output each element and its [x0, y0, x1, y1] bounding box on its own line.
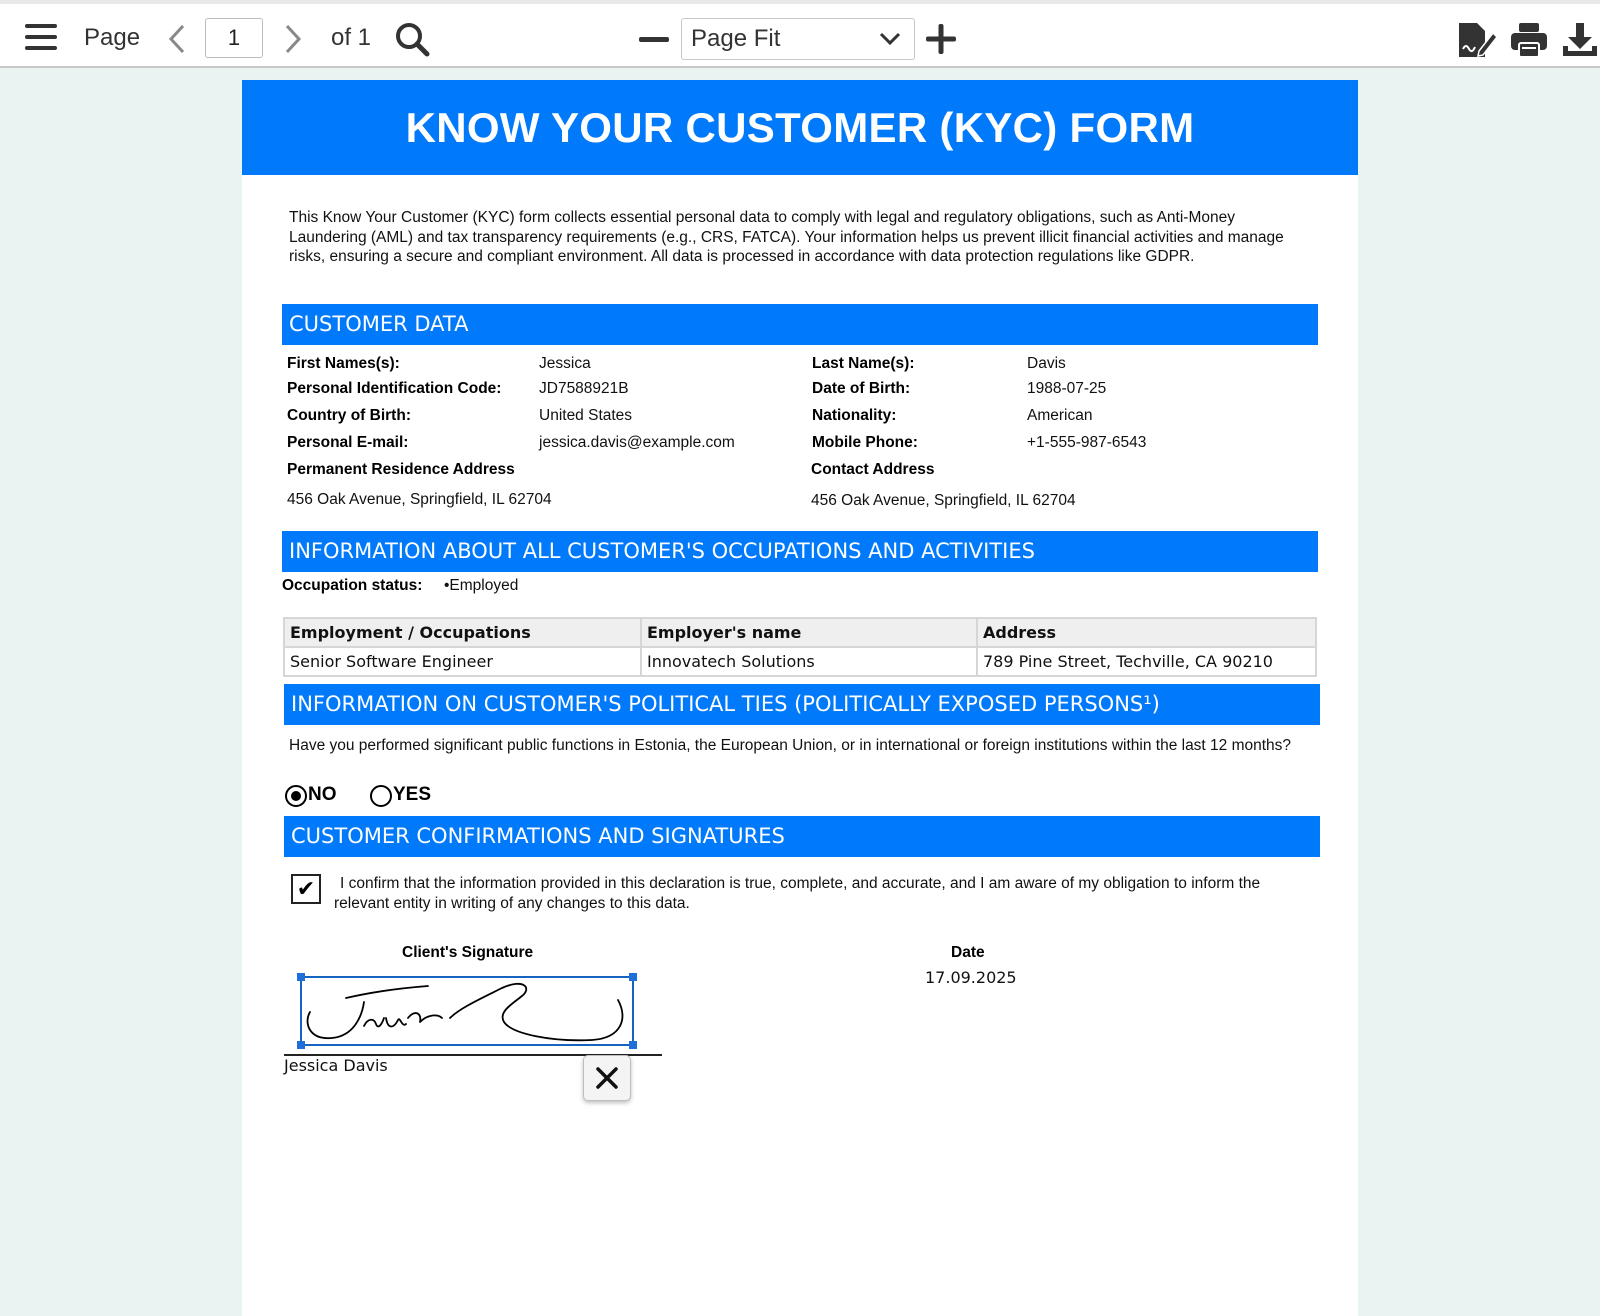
column-header-occupation: Employment / Occupations: [284, 618, 641, 647]
radio-no-label: NO: [308, 784, 337, 805]
page-count: of 1: [331, 24, 372, 51]
permanent-address-label: Permanent Residence Address: [287, 461, 515, 478]
nationality-label: Nationality:: [812, 407, 897, 424]
print-button[interactable]: [1508, 20, 1550, 60]
resize-handle-bottom-right[interactable]: [629, 1041, 637, 1049]
section-customer-data: CUSTOMER DATA: [282, 304, 1318, 345]
download-button[interactable]: [1560, 20, 1600, 60]
previous-page-button[interactable]: [162, 22, 192, 56]
zoom-select[interactable]: [681, 18, 915, 60]
cob-value: United States: [539, 407, 633, 424]
table-row: [284, 647, 1316, 676]
occupation-status-value: •Employed: [444, 577, 519, 594]
search-button[interactable]: [393, 20, 431, 58]
phone-label: Mobile Phone:: [812, 434, 918, 451]
menu-icon: [25, 23, 57, 51]
plus-icon: [926, 24, 956, 54]
resize-handle-top-left[interactable]: [297, 973, 305, 981]
email-label: Personal E-mail:: [287, 434, 409, 451]
remove-signature-button[interactable]: [583, 1055, 631, 1101]
employer-cell: Innovatech Solutions: [641, 647, 977, 676]
last-name-value: Davis: [1027, 355, 1066, 372]
confirm-checkbox[interactable]: ✔: [291, 874, 321, 904]
menu-button[interactable]: [22, 20, 60, 54]
pic-value: JD7588921B: [539, 380, 629, 397]
section-confirmations: CUSTOMER CONFIRMATIONS AND SIGNATURES: [284, 816, 1320, 857]
sign-button[interactable]: [1456, 20, 1498, 60]
document-page: [242, 80, 1358, 1316]
contact-address-value: 456 Oak Avenue, Springfield, IL 62704: [811, 492, 1076, 509]
phone-value: +1-555-987-6543: [1027, 434, 1147, 451]
first-names-value: Jessica: [539, 355, 591, 372]
dob-value: 1988-07-25: [1027, 380, 1107, 397]
intro-paragraph: This Know Your Customer (KYC) form collects essential personal data to comply with legal and regulatory obligations, such as Anti-Money Laundering (AML) and tax transparency requirements (e.g., CRS, FATCA). Your information helps us prevent illicit financial activities and manage risks, ensuring a secure and compliant environment. All data is processed in accordance with data protection regulations like GDPR.: [289, 209, 1284, 265]
signature-label: Client's Signature: [402, 944, 534, 961]
viewer-toolbar: [0, 0, 1600, 68]
chevron-down-icon: [878, 27, 902, 51]
form-title: KNOW YOUR CUSTOMER (KYC) FORM: [242, 80, 1358, 175]
handwritten-signature: [302, 978, 632, 1044]
print-icon: [1510, 22, 1548, 58]
page-label: Page: [84, 24, 141, 51]
signature-field[interactable]: [300, 976, 634, 1046]
close-icon: [595, 1066, 619, 1090]
minus-icon: [639, 37, 669, 43]
confirm-text: I confirm that the information provided in this declaration is true, complete, and accurate, and I am aware of my obligation to inform the relevant entity in writing of any changes to this data.: [334, 875, 1261, 912]
cob-label: Country of Birth:: [287, 407, 411, 424]
pep-question: Have you performed significant public functions in Estonia, the European Union, or in international or foreign institutions within the last 12 months?: [289, 737, 1292, 754]
download-icon: [1562, 22, 1598, 58]
first-names-label: First Names(s):: [287, 355, 400, 372]
zoom-in-button[interactable]: [924, 22, 958, 56]
date-value: 17.09.2025: [925, 968, 1017, 987]
table-header-row: [284, 618, 1316, 647]
search-icon: [394, 21, 430, 57]
column-header-address: Address: [977, 618, 1316, 647]
resize-handle-bottom-left[interactable]: [297, 1041, 305, 1049]
address-cell: 789 Pine Street, Techville, CA 90210: [977, 647, 1316, 676]
last-name-label: Last Name(s):: [812, 355, 915, 372]
email-value: jessica.davis@example.com: [539, 434, 735, 451]
pic-label: Personal Identification Code:: [287, 380, 502, 397]
dob-label: Date of Birth:: [812, 380, 911, 397]
chevron-right-icon: [283, 24, 303, 54]
occupations-table: [283, 617, 1317, 677]
section-occupations: INFORMATION ABOUT ALL CUSTOMER'S OCCUPATIONS AND ACTIVITIES: [282, 531, 1318, 572]
next-page-button[interactable]: [278, 22, 308, 56]
section-political-ties: INFORMATION ON CUSTOMER'S POLITICAL TIES (POLITICALLY EXPOSED PERSONS¹): [284, 684, 1320, 725]
radio-yes[interactable]: [370, 785, 392, 807]
nationality-value: American: [1027, 407, 1093, 424]
chevron-left-icon: [167, 24, 187, 54]
zoom-out-button[interactable]: [637, 26, 671, 54]
sign-document-icon: [1457, 21, 1497, 59]
radio-yes-label: YES: [393, 784, 432, 805]
signer-name: Jessica Davis: [284, 1056, 388, 1075]
permanent-address-value: 456 Oak Avenue, Springfield, IL 62704: [287, 491, 552, 508]
zoom-value: Page Fit: [691, 25, 781, 52]
page-number-input[interactable]: [205, 18, 263, 58]
contact-address-label: Contact Address: [811, 461, 935, 478]
date-label: Date: [951, 944, 985, 961]
resize-handle-top-right[interactable]: [629, 973, 637, 981]
occupation-status-label: Occupation status:: [282, 577, 423, 594]
occupation-cell: Senior Software Engineer: [284, 647, 641, 676]
column-header-employer: Employer's name: [641, 618, 977, 647]
radio-no[interactable]: [285, 785, 307, 807]
